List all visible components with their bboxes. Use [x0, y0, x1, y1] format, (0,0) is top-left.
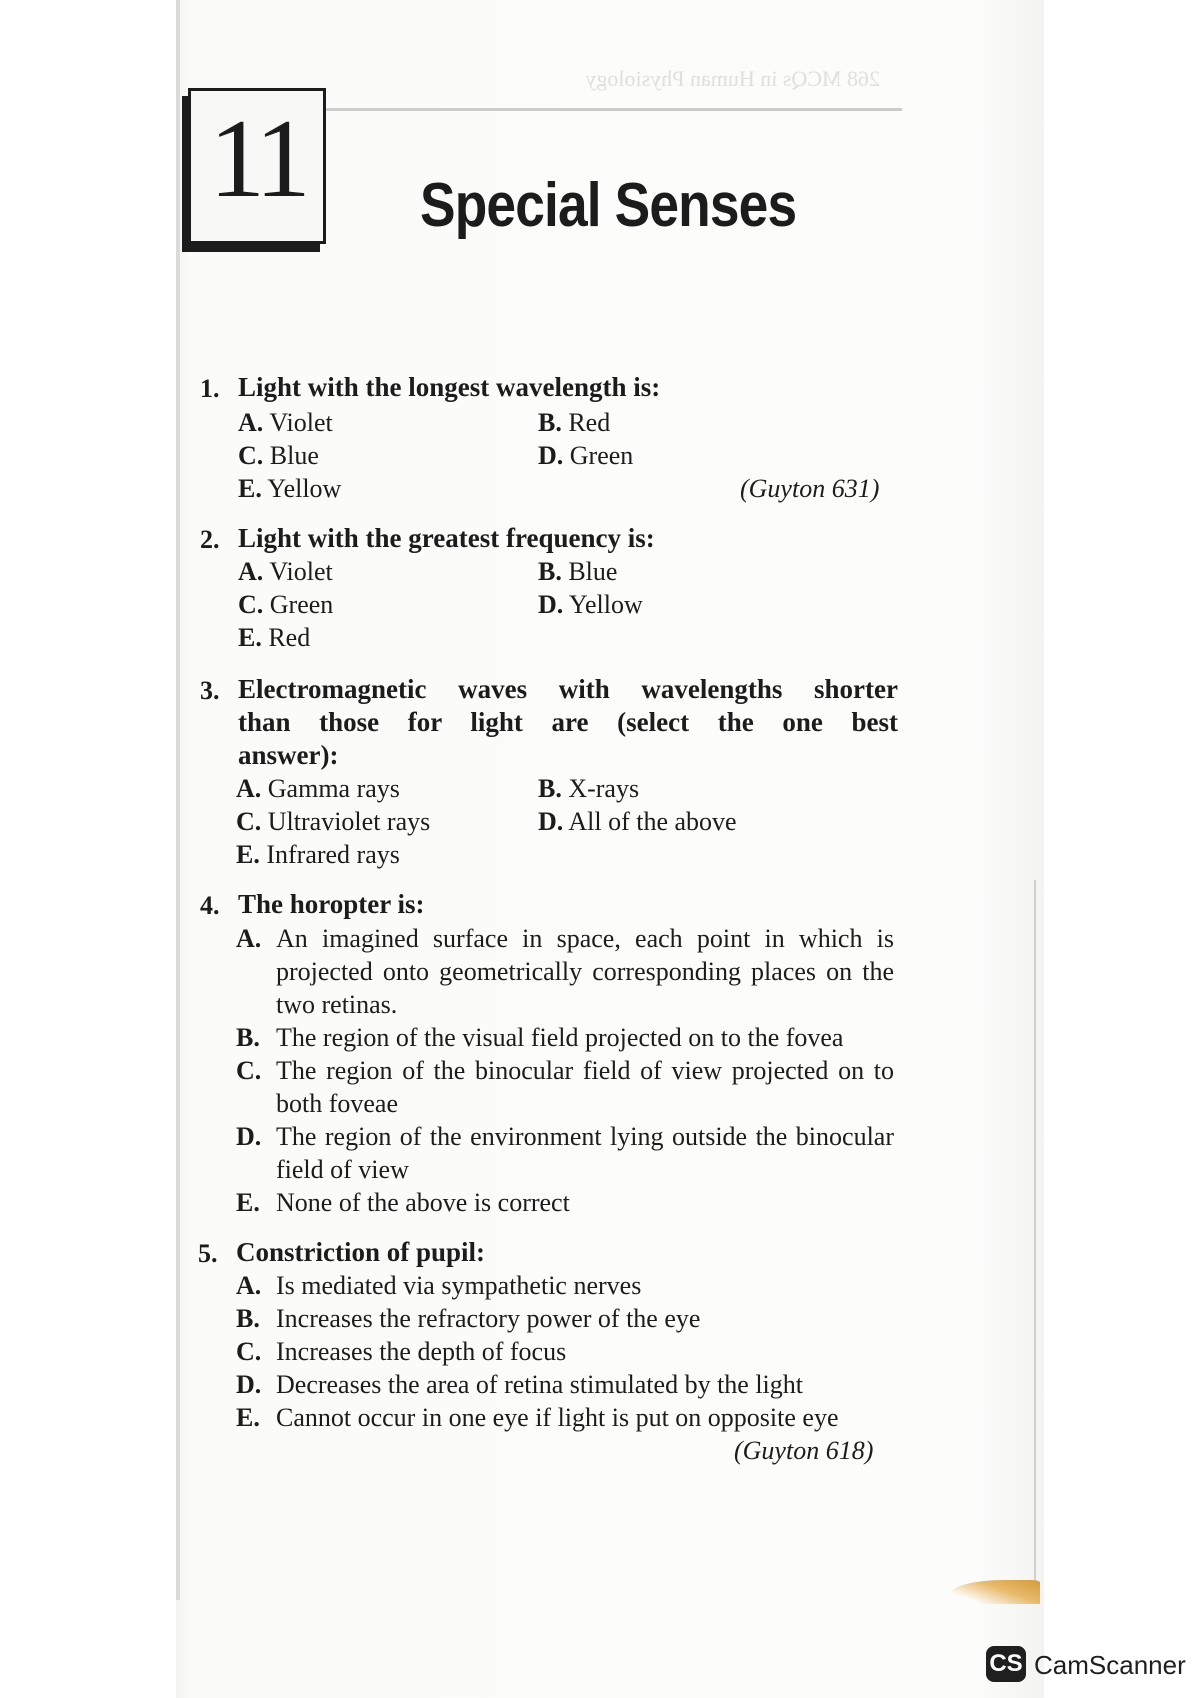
question-5-option-d-letter: D.: [236, 1370, 262, 1399]
question-4-option-c: The region of the binocular field of view projected on to both foveae: [276, 1056, 894, 1118]
question-1-stem: Light with the longest wavelength is:: [238, 372, 661, 402]
question-2-option-c: C. Green: [238, 590, 334, 619]
question-5-option-c: Increases the depth of focus: [276, 1337, 567, 1366]
question-5-number: 5.: [198, 1239, 218, 1268]
question-4-option-d: The region of the environment lying outside the binocular field of view: [276, 1122, 894, 1184]
question-5-option-a: Is mediated via sympathetic nerves: [276, 1271, 642, 1300]
chapter-title: Special Senses: [420, 171, 797, 240]
question-1-reference: (Guyton 631): [740, 474, 880, 503]
camscanner-logo: CS: [986, 1646, 1026, 1682]
question-1-option-c: C. Blue: [238, 441, 319, 470]
question-5-option-d: Decreases the area of retina stimulated by the light: [276, 1370, 804, 1399]
question-1-option-e: E. Yellow: [238, 474, 342, 503]
question-3-stem-line-1: Electromagnetic waves with wavelengths shorter: [238, 674, 898, 704]
question-4-number: 4.: [200, 891, 220, 920]
question-4-stem: The horopter is:: [238, 889, 425, 919]
question-5-reference: (Guyton 618): [734, 1436, 874, 1465]
question-3-stem-line-3: answer):: [238, 740, 339, 770]
question-4-option-a-letter: A.: [236, 924, 262, 953]
question-2-stem: Light with the greatest frequency is:: [238, 523, 655, 553]
scan-smudge: [950, 1580, 1040, 1604]
question-1-option-b: B. Red: [538, 408, 611, 437]
page-right-edge: [1034, 880, 1036, 1600]
question-3-option-a: A. Gamma rays: [236, 774, 400, 803]
question-2-option-e: E. Red: [238, 623, 311, 652]
question-4-option-a: An imagined surface in space, each point in which is projected onto geometrically corresponding places on the two retinas.: [276, 924, 894, 1019]
question-2-option-b: B. Blue: [538, 557, 618, 586]
question-2-option-a: A. Violet: [238, 557, 333, 586]
chapter-number: 11: [209, 97, 305, 221]
question-2-number: 2.: [200, 525, 220, 554]
question-5-option-c-letter: C.: [236, 1337, 262, 1366]
question-1-option-d: D. Green: [538, 441, 634, 470]
question-1-option-a: A. Violet: [238, 408, 333, 437]
question-4-option-d-letter: D.: [236, 1122, 262, 1151]
chapter-number-box: [188, 88, 326, 244]
question-5-option-b-letter: B.: [236, 1304, 260, 1333]
question-5-option-a-letter: A.: [236, 1271, 262, 1300]
page-left-edge: [176, 0, 180, 1600]
question-4-option-b-letter: B.: [236, 1023, 260, 1052]
question-5-stem: Constriction of pupil:: [236, 1237, 486, 1267]
question-3-option-b: B. X-rays: [538, 774, 640, 803]
question-4-option-b: The region of the visual field projected on to the fovea: [276, 1023, 844, 1052]
question-3-option-d: D. All of the above: [538, 807, 737, 836]
question-4-option-e-letter: E.: [236, 1188, 260, 1217]
question-1-number: 1.: [200, 374, 220, 403]
question-4-option-c-letter: C.: [236, 1056, 262, 1085]
question-3-option-c: C. Ultraviolet rays: [236, 807, 431, 836]
question-5-option-e: Cannot occur in one eye if light is put on opposite eye: [276, 1403, 839, 1432]
bleed-through-header: 268 MCQs in Human Physiology: [585, 66, 880, 91]
question-5-option-b: Increases the refractory power of the eye: [276, 1304, 701, 1333]
question-3-option-e: E. Infrared rays: [236, 840, 400, 869]
question-3-number: 3.: [200, 676, 220, 705]
question-5-option-e-letter: E.: [236, 1403, 260, 1432]
question-3-stem-line-2: than those for light are (select the one best: [238, 707, 898, 737]
camscanner-watermark: CamScanner: [1034, 1650, 1186, 1680]
bleed-through-rule: [320, 108, 902, 111]
question-4-option-e: None of the above is correct: [276, 1188, 570, 1217]
question-2-option-d: D. Yellow: [538, 590, 643, 619]
